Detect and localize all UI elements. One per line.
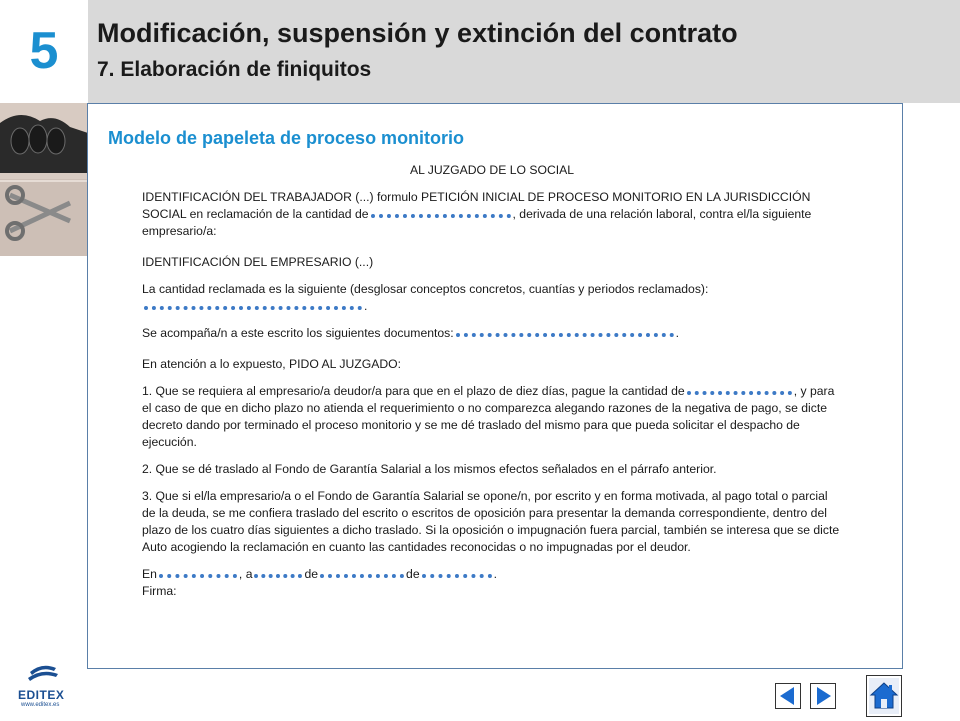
- paragraph-worker-text: IDENTIFICACIÓN DEL TRABAJADOR (...) formulo PETICIÓN INICIAL DE PROCESO MONITORIO EN LA JURISDICCIÓN SOCIAL en reclamación de la cantidad de: [142, 190, 811, 221]
- date-a: , a: [238, 567, 253, 581]
- chapter-number: 5: [0, 0, 88, 103]
- signature-label: Firma:: [142, 584, 177, 598]
- request-item-3: 3. Que si el/la empresario/a o el Fondo de Garantía Salarial se opone/n, por escrito y en forma motivada, al pago total o parcial de la deuda, se me confiera traslado del escrito o escritos de oposición para presentar la demanda correspondiente, dentro del plazo de los cuatro días siguientes a dicho traslado. Si la oposición o impugnación fuera parcial, también se interesa que se dicte Auto acogiendo la reclamación en cuanto las cantidades reconocidas o no impugnadas por el deudor.: [142, 489, 840, 554]
- paragraph-request: En atención a lo expuesto, PIDO AL JUZGADO:: [142, 357, 401, 371]
- blank-field: [144, 301, 362, 310]
- paragraph-documents-text: Se acompaña/n a este escrito los siguientes documentos:: [142, 326, 454, 340]
- logo-url: www.editex.es: [21, 702, 60, 708]
- date-de-2: de: [406, 567, 420, 581]
- blank-field: [371, 209, 511, 218]
- blank-field: [422, 569, 492, 578]
- blank-field: [159, 569, 237, 578]
- blank-field: [456, 328, 674, 337]
- document-heading: AL JUZGADO DE LO SOCIAL: [409, 163, 575, 177]
- page-subtitle: 7. Elaboración de finiquitos: [97, 58, 372, 81]
- date-line: [142, 566, 842, 583]
- prev-button[interactable]: [775, 683, 801, 709]
- paragraph-worker-text-2: , derivada de una relación laboral, contra el/la siguiente empresario/a:: [142, 207, 812, 238]
- page-title: Modificación, suspensión y extinción del contrato: [97, 18, 738, 48]
- next-button[interactable]: [810, 683, 836, 709]
- paragraph-amount: La cantidad reclamada es la siguiente (desglosar conceptos concretos, cuantías y periodos reclamados):: [142, 282, 709, 296]
- paragraph-amount-end: .: [364, 299, 368, 313]
- date-end: .: [493, 567, 497, 581]
- paragraph-documents-end: .: [675, 326, 680, 340]
- paragraph-employer: IDENTIFICACIÓN DEL EMPRESARIO (...): [142, 255, 374, 269]
- request-item-2: 2. Que se dé traslado al Fondo de Garantía Salarial a los mismos efectos señalados en el párrafo anterior.: [142, 462, 717, 476]
- section-title: Modelo de papeleta de proceso monitorio: [108, 128, 465, 148]
- decorative-image: [0, 103, 88, 256]
- date-de-1: de: [304, 567, 319, 581]
- blank-field: [320, 569, 404, 578]
- arrow-right-icon: [811, 684, 835, 708]
- request-item-1: [142, 383, 842, 451]
- blank-field: [254, 569, 302, 578]
- paragraph-worker: [142, 189, 842, 240]
- document-body: [142, 162, 842, 600]
- paragraph-documents: [142, 325, 842, 342]
- paragraph-amount-blank: [142, 298, 842, 315]
- home-icon: [867, 676, 901, 716]
- arrow-left-icon: [776, 684, 800, 708]
- request-item-1-text: 1. Que se requiera al empresario/a deudor/a para que en el plazo de diez días, pague la cantidad de: [142, 384, 685, 398]
- logo-text: EDITEX: [18, 688, 65, 702]
- header-bar: [88, 0, 960, 103]
- request-item-1-text-2: , y para el caso de que en dicho plazo no atienda el requerimiento o no comparezca alegando razones de la negativa de pago, se dicte decreto dando por terminado el proceso monitorio y se me dé traslado del mismo para que pueda solicitar el despacho de ejecución.: [142, 384, 835, 449]
- blank-field: [687, 386, 792, 395]
- home-button[interactable]: [866, 675, 902, 717]
- date-en: En: [142, 567, 157, 581]
